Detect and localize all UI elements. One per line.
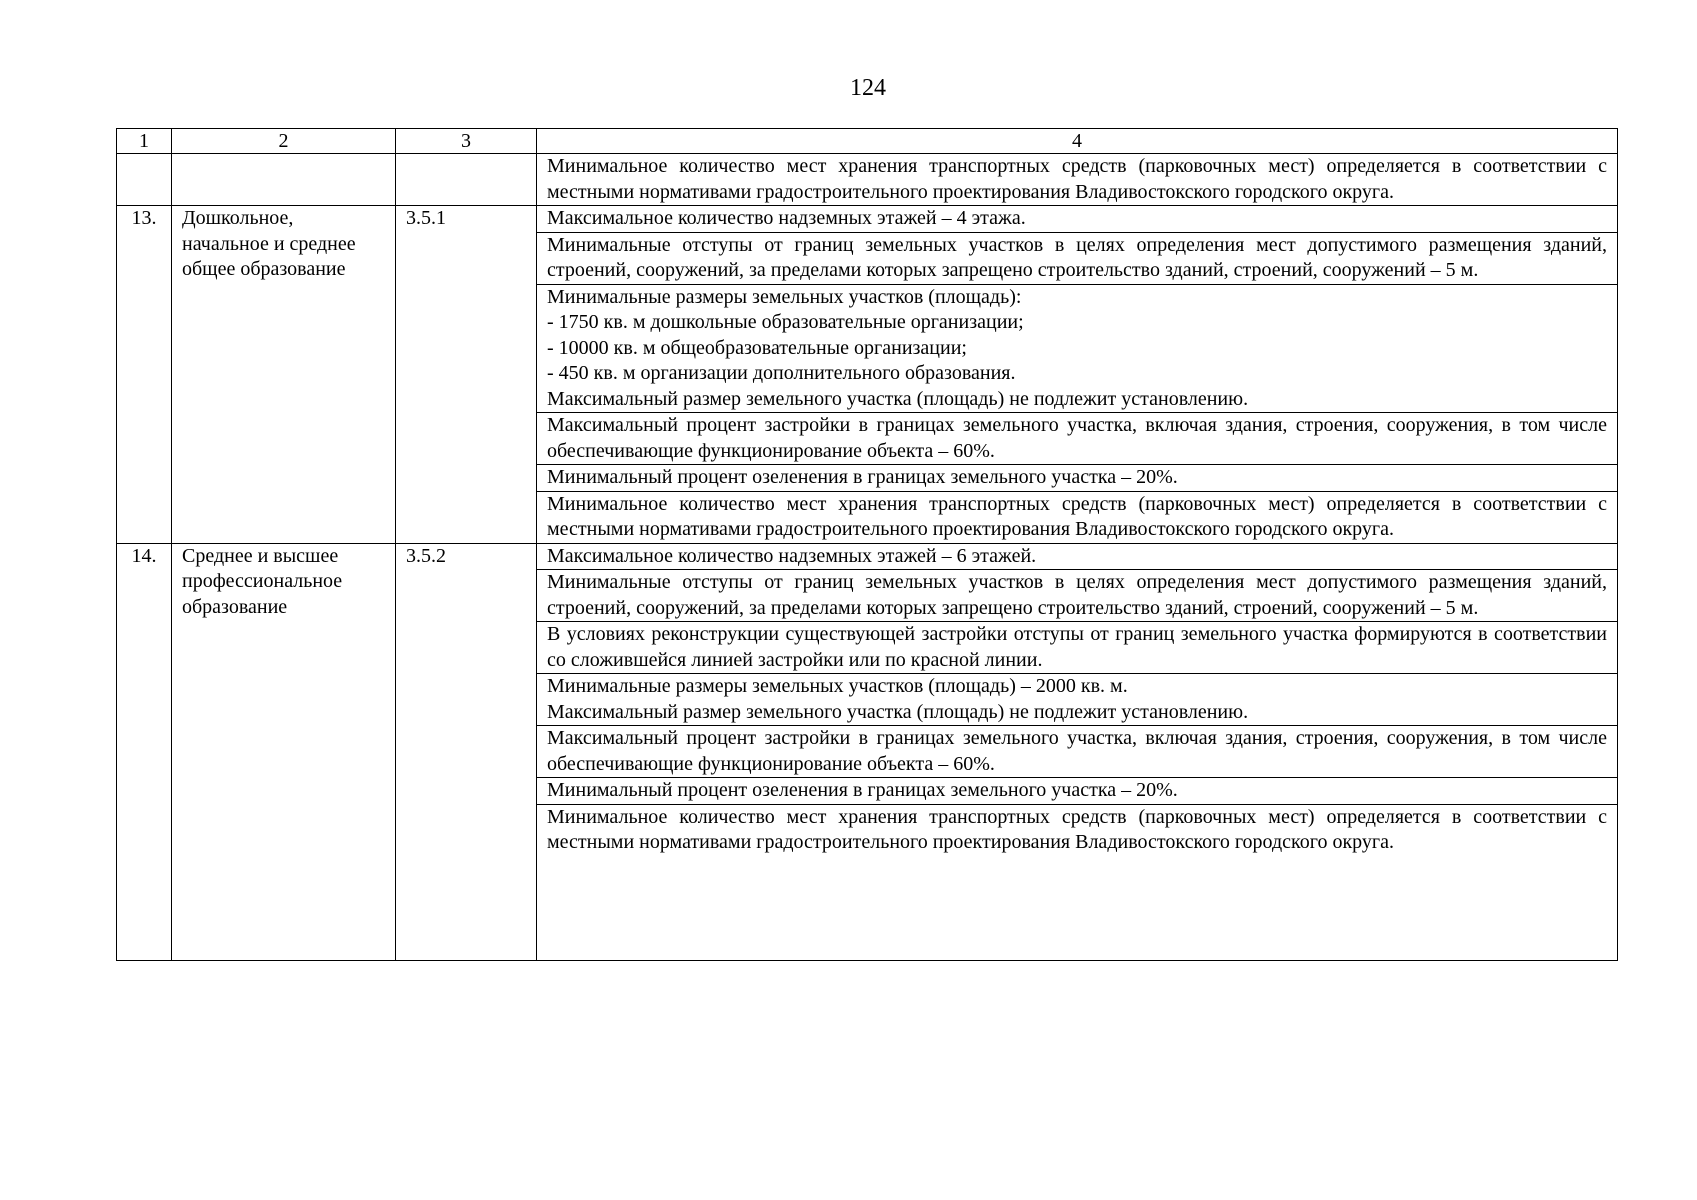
parameter-line: Минимальные размеры земельных участков (площадь) – 2000 кв. м. [547, 675, 1128, 697]
row-14 [117, 543, 1618, 960]
row-number: 13. [117, 206, 172, 544]
parameter-cell: Минимальное количество мест хранения транспортных средств (парковочных мест) определяется в соответствии с местными нормативами градостроительного проектирования Владивостокского городского округа. [537, 804, 1618, 960]
parameter-cell: Максимальное количество надземных этажей – 6 этажей. [537, 543, 1618, 570]
header-row [117, 129, 1618, 154]
parameter-line: Максимальный размер земельного участка (площадь) не подлежит установлению. [547, 700, 1249, 723]
parameter-line: Максимальный размер земельного участка (площадь) не подлежит установлению. [547, 387, 1249, 410]
header-col-4: 4 [537, 129, 1618, 154]
regulations-table [116, 128, 1618, 961]
parameter-cell: Минимальные отступы от границ земельных участков в целях определения мест допустимого размещения зданий, строений, сооружений, за пределами которых запрещено строительство зданий, строений, сооружений – 5 м. [537, 232, 1618, 284]
parameter-line: - 10000 кв. м общеобразовательные организации; [547, 336, 967, 359]
use-name: Среднее и высшее профессиональное образование [172, 543, 396, 960]
parameter-cell: Максимальный процент застройки в границах земельного участка, включая здания, строения, сооружения, в том числе обеспечивающие функционирование объекта – 60%. [537, 413, 1618, 465]
parameter-cell: В условиях реконструкции существующей застройки отступы от границ земельного участка формируются в соответствии со сложившейся линией застройки или по красной линии. [537, 622, 1618, 674]
use-code: 3.5.1 [396, 206, 537, 544]
parameter-cell [537, 284, 1618, 413]
table-row [117, 543, 1618, 570]
table-row [117, 206, 1618, 233]
header-col-3: 3 [396, 129, 537, 154]
page-number: 124 [850, 75, 886, 101]
parameter-cell: Максимальный процент застройки в границах земельного участка, включая здания, строения, сооружения, в том числе обеспечивающие функционирование объекта – 60%. [537, 726, 1618, 778]
continuation-row [117, 154, 1618, 206]
header-col-1: 1 [117, 129, 172, 154]
parameter-line: - 1750 кв. м дошкольные образовательные организации; [547, 311, 1024, 333]
use-code: 3.5.2 [396, 543, 537, 960]
parameter-cell: Минимальные отступы от границ земельных участков в целях определения мест допустимого размещения зданий, строений, сооружений, за пределами которых запрещено строительство зданий, строений, сооружений – 5 м. [537, 570, 1618, 622]
header-col-2: 2 [172, 129, 396, 154]
row-number: 14. [117, 543, 172, 960]
parameter-cell: Минимальный процент озеленения в границах земельного участка – 20%. [537, 778, 1618, 805]
continuation-text: Минимальное количество мест хранения транспортных средств (парковочных мест) определяется в соответствии с местными нормативами градостроительного проектирования Владивостокского городского округа. [537, 154, 1618, 206]
parameter-cell: Минимальное количество мест хранения транспортных средств (парковочных мест) определяется в соответствии с местными нормативами градостроительного проектирования Владивостокского городского округа. [537, 491, 1618, 543]
parameter-line: - 450 кв. м организации дополнительного образования. [547, 362, 1016, 384]
use-name: Дошкольное, начальное и среднее общее образование [172, 206, 396, 544]
parameter-cell: Максимальное количество надземных этажей – 4 этажа. [537, 206, 1618, 233]
row-13 [117, 206, 1618, 544]
parameter-cell [537, 674, 1618, 726]
parameter-cell: Минимальный процент озеленения в границах земельного участка – 20%. [537, 465, 1618, 492]
parameter-line: Минимальные размеры земельных участков (площадь): [547, 285, 1022, 308]
